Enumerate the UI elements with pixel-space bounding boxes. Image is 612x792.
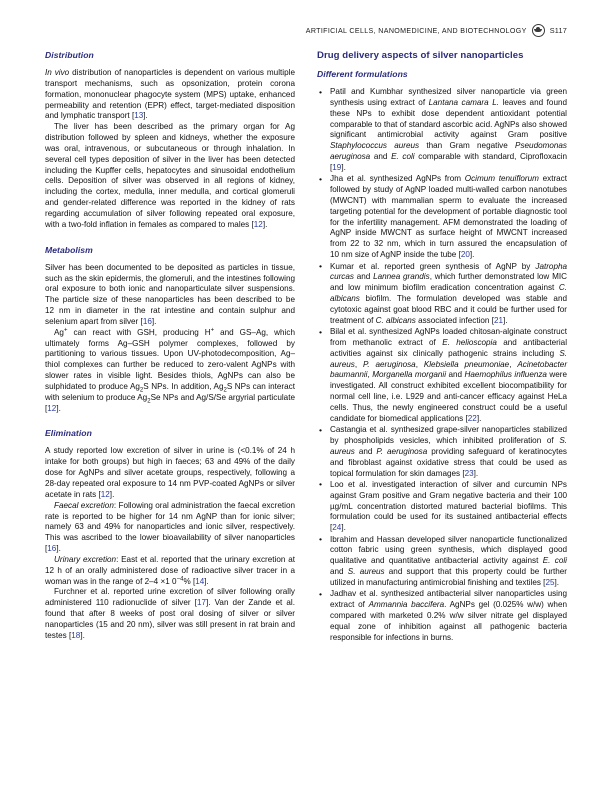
section-heading-drug-delivery: Drug delivery aspects of silver nanoparticles: [317, 50, 524, 61]
paragraph-elimination-2: Faecal excretion: Following oral administration the faecal excretion rate is reported to be higher for 14 nm AgNP than for ionic silver; namely 63 and 49% for nanoparticles and ionic silver, respectively. This was ascribed to the lower bioavailability of silver nanoparticles [16].: [45, 500, 296, 554]
section-heading-elimination: Elimination: [45, 428, 92, 439]
paragraph-elimination-1: A study reported low excretion of silver in urine is (<0.1% of 24 h intake for both groups) but high in faeces; 63 and 49% of the daily dose for AgNPs and silver acetate groups, respectively, following a 28-day repeated oral exposure to 14 nm PVP-coated AgNPs or silver acetate in rats [12].: [45, 446, 295, 499]
list-item: • Jadhav et al. synthesized antibacterial silver nanoparticles using extract of Ammannia baccifera. AgNPs gel (0.025% w/w) when compared with marketed 0.2% w/w silver nitrate gel displayed equal zone of inhibition against all pathogenic bacteria responsible for infections in burns.: [317, 589, 567, 643]
section-heading-distribution: Distribution: [45, 50, 94, 60]
paragraph-distribution-2: The liver has been described as the primary organ for Ag distribution followed by spleen and kidneys, whether the exposure was oral, intravenous, or subcutaneous or through inhalation. In several cell types deposition of silver in the liver has been detected including the Kupffer cells, hepatocytes and sinusoidal endothelium cells. Deposition of silver was observed in all regions of kidney, including the cortex, medulla, inner medulla, and cortical glomeruli and gender-related difference was reported in the kidney of rats regarding accumulation of silver following repeated oral exposure, with a two-fold inflation in females as compared to males [12].: [45, 122, 295, 229]
section-spacer: [45, 414, 295, 428]
list-item: • Patil and Kumbhar synthesized silver nanoparticle via green synthesis using extract of Lantana camara L. leaves and found these NPs to exhibit dose dependent antioxidant potential comparable to that of standard ascorbic acid. AgNPs also showed significant antimicrobial activity against Gram positive Staphylococcus aureus than Gram negative Pseudomonas aeruginosa and E. coli comparable with standard, Ciprofloxacin [19].: [317, 87, 567, 174]
running-head: [306, 24, 567, 37]
list-item: • Jha et al. synthesized AgNPs from Ocimum tenuiflorum extract followed by study of AgNP loaded multi-walled carbon nanotubes (MWCNT) with mammalian sperm to evaluate the increased targeting potential for the development of portable diagnostic tool for the infertility management. AFM demonstrated the loading of AgNP inside MWCNT as surface height of MWCNT increased from 22 to 32 nm, which in turn assured the encapsulation of 10 nm size of AgNP inside the tube [20].: [317, 174, 567, 261]
list-item: • Kumar et al. reported green synthesis of AgNP by Jatropha curcas and Lannea grandis, which further demonstrated low MIC and low minimum biofilm eradication concentration against C. albicans biofilm. The formulation developed was stable and cytotoxic against goat blood RBC and it could be further used for treatment of C. albicans associated infection [21].: [317, 262, 567, 327]
two-column-body: [45, 50, 567, 644]
formulations-bullet-list: [317, 87, 567, 644]
left-column: [45, 50, 295, 644]
section-heading-metabolism: Metabolism: [45, 244, 93, 255]
list-item: • Castangia et al. synthesized grape-silver nanoparticles stabilized by phospholipids vesicles, which inhibited proliferation of S. aureus and P. aeruginosa providing safeguard of keratinocytes and fibroblast against oxidative stress that could be used as topical formulation for skin damages [23].: [317, 425, 567, 479]
paragraph-metabolism-2: Ag+ can react with GSH, producing H+ and GS–Ag, which ultimately forms Ag–GSH polymer complexes, followed by partitioning to various tissues. Upon UV-photodecomposition, Ag–thiol complexes can further be reduced to zero-valent AgNPs with slower rates in visible light. Besides thiols, AgNPs can also be sulphidated to produce $Ag_2S$ NPs. In addition, $Ag_2S$ NPs can interact with selenium to produce $Ag_2Se$ NPs and Ag/S/Se argyrial particulate [12].: [45, 327, 296, 413]
right-column: [317, 50, 567, 644]
crossmark-updates-icon[interactable]: [532, 24, 545, 37]
paragraph-elimination-4: Furchner et al. reported urine excretion of silver following orally administered 110 radionuclide of silver [17]. Van der Zande et al. found that after 8 weeks of post oral dosing of silver or silver nanoparticles (15 and 20 nm), silver was still present in rat brain and testes [18].: [45, 587, 295, 640]
journal-title: ARTIFICIAL CELLS, NANOMEDICINE, AND BIOTECHNOLOGY: [305, 26, 527, 35]
page-number: S117: [549, 26, 567, 35]
section-spacer: [45, 231, 295, 245]
section-heading-different-formulations: Different formulations: [317, 69, 408, 79]
list-item: • Bilal et al. synthesized AgNPs loaded chitosan-alginate construct from methanolic extract of E. helioscopia and antibacterial activities against six clinically pathogenic strains including S. aureus, P. aeruginosa, Klebsiella pneumoniae, Acinetobacter baumannii, Morganella morganii and Haemophilus influenza were investigated. All construct exhibited excellent biocompatibility for normal cell line, i.e. L929 and anti-cancer efficacy against HeLa cells. Thus, the newly engineered construct could be a useful candidate for biomedical applications [22].: [317, 327, 567, 425]
paragraph-metabolism-1: Silver has been documented to be deposited as particles in tissue, such as the skin epidermis, the glomeruli, and the intestines following oral exposure to both ionic and nanoparticulate silver suspensions. The particle size of these nanoparticles has been described to be 12 nm in diameter in the rat intestine and contain sulphur and selenium apart from silver [16].: [45, 262, 295, 326]
paragraph-elimination-3: Urinary excretion: East et al. reported that the urinary excretion at 12 h of an orally administered dose of radioactive silver tracer in a woman was in the range of 2–4 ×1 $0^{-4}\%$ [14].: [45, 554, 295, 586]
list-item: • Loo et al. investigated interaction of silver and curcumin NPs against Gram positive and Gram negative bacteria and their 100 µg/mL concentration distorted matured bacterial biofilms. This formulation could be used for its sustained antibacterial effects [24].: [317, 480, 567, 534]
paragraph-distribution-1: In vivo distribution of nanoparticles is dependent on various multiple transport mechanisms, such as opsonization, protein corona formation, mononuclear phagocyte system (MPS) uptake, enhanced permeability and retention (EPR) effect, target-mediated disposition and lymphatic transport [13].: [45, 68, 295, 121]
list-item: • Ibrahim and Hassan developed silver nanoparticle functionalized cotton fabric using green synthesis, which displayed good qualitative and quantitative antibacterial activity against E. coli and S. aureus and support that this property could be further utilized in manufacturing antimicrobial finishing and textiles [25].: [317, 535, 567, 589]
